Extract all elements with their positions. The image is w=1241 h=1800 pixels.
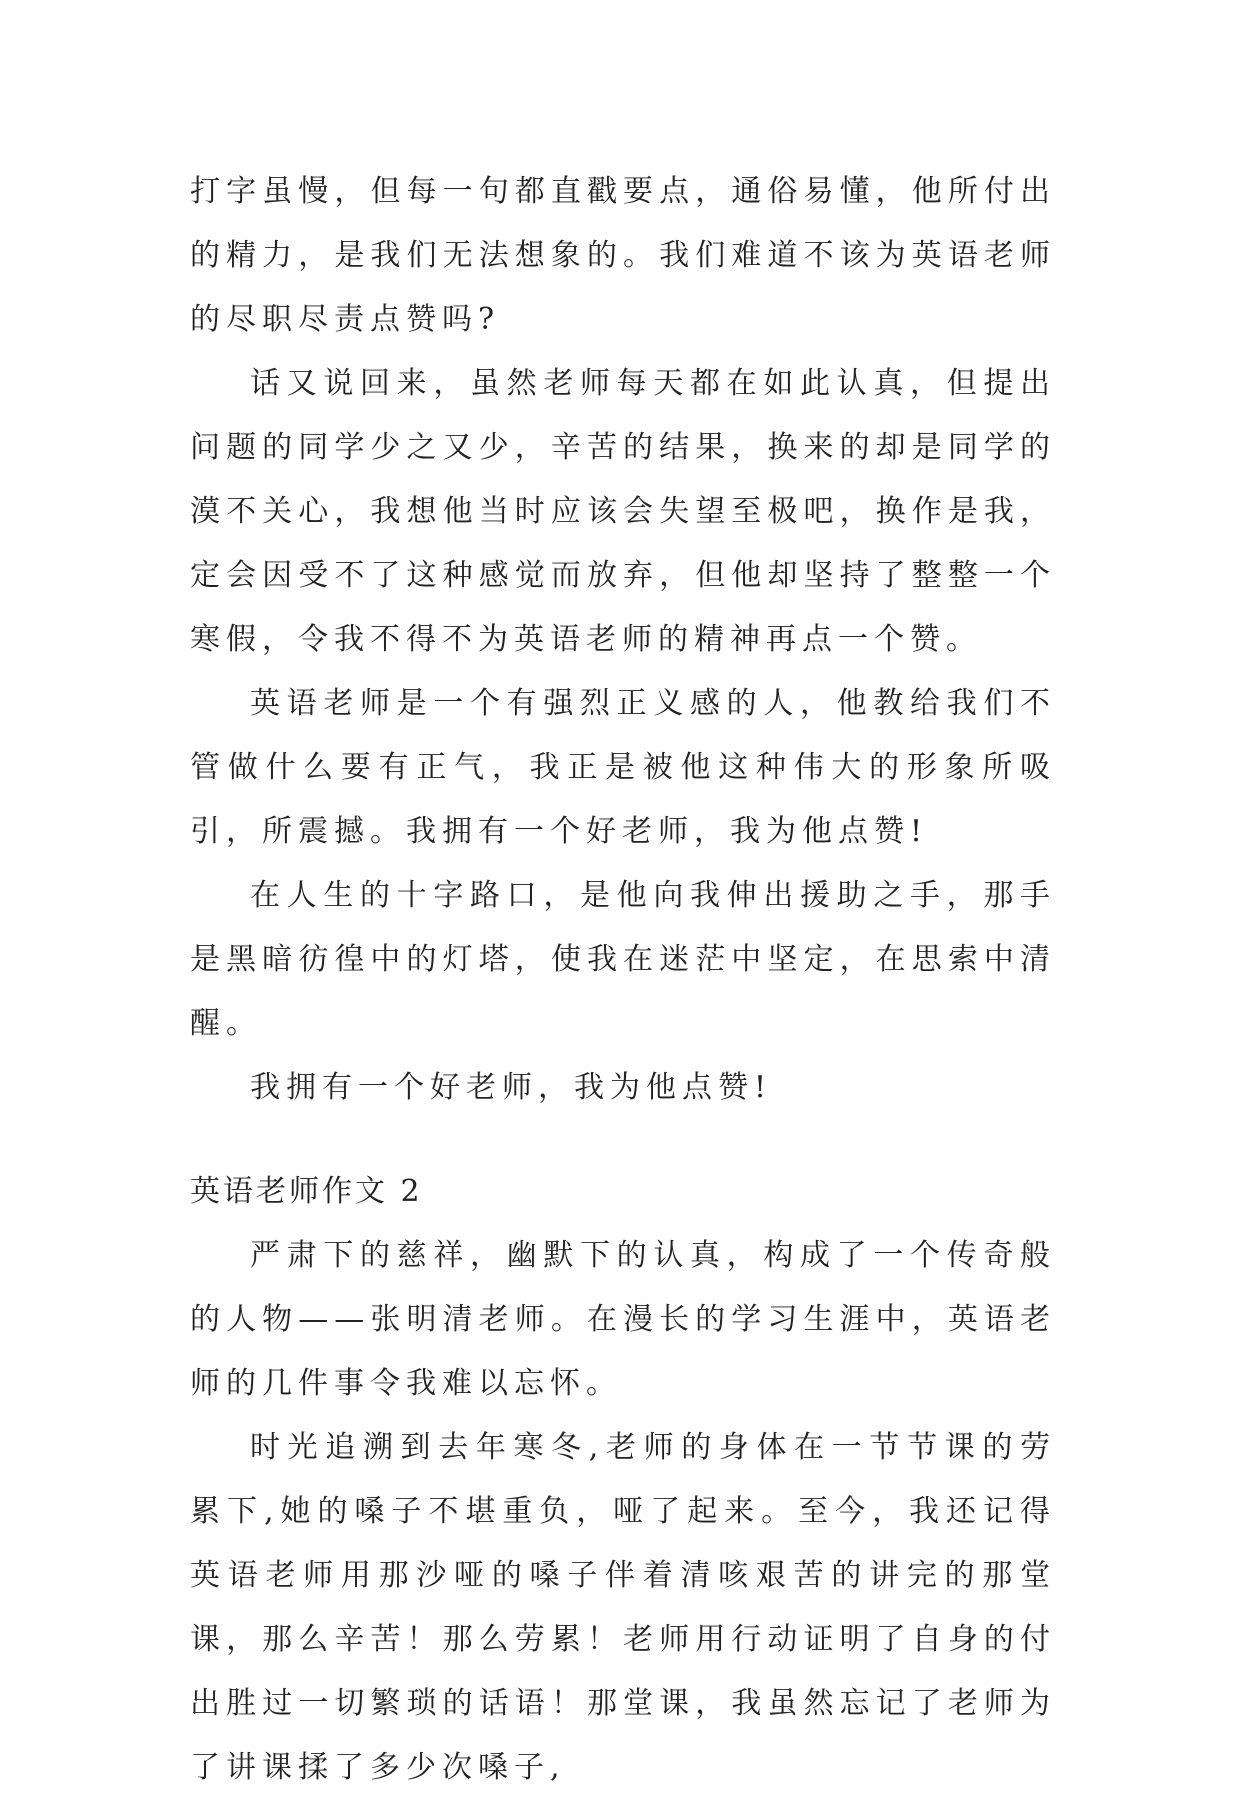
body-paragraph: 在人生的十字路口，是他向我伸出援助之手，那手是黑暗彷徨中的灯塔，使我在迷茫中坚定，在思索中清醒。 — [190, 878, 1056, 1041]
essay-heading: 英语老师作文 2 — [190, 1174, 423, 1209]
body-paragraph: 打字虽慢，但每一句都直戳要点，通俗易懂，他所付出的精力，是我们无法想象的。我们难道不该为英语老师的尽职尽责点赞吗? — [190, 174, 1056, 337]
body-paragraph: 英语老师是一个有强烈正义感的人，他教给我们不管做什么要有正气，我正是被他这种伟大的形象所吸引，所震撼。我拥有一个好老师，我为他点赞! — [190, 686, 1056, 849]
body-paragraph: 话又说回来，虽然老师每天都在如此认真，但提出问题的同学少之又少，辛苦的结果，换来的却是同学的漠不关心，我想他当时应该会失望至极吧，换作是我，定会因受不了这种感觉而放弃，但他却坚持了整整一个寒假，令我不得不为英语老师的精神再点一个赞。 — [190, 366, 1056, 657]
body-paragraph: 严肃下的慈祥，幽默下的认真，构成了一个传奇般的人物——张明清老师。在漫长的学习生涯中，英语老师的几件事令我难以忘怀。 — [190, 1238, 1056, 1401]
body-paragraph: 时光追溯到去年寒冬,老师的身体在一节节课的劳累下,她的嗓子不堪重负，哑了起来。至今，我还记得英语老师用那沙哑的嗓子伴着清咳艰苦的讲完的那堂课，那么辛苦！那么劳累！老师用行动证明了自身的付出胜过一切繁琐的话语！那堂课，我虽然忘记了老师为了讲课揉了多少次嗓子, — [190, 1430, 1056, 1785]
document-page — [190, 160, 1056, 1800]
body-paragraph: 我拥有一个好老师，我为他点赞! — [250, 1070, 773, 1105]
